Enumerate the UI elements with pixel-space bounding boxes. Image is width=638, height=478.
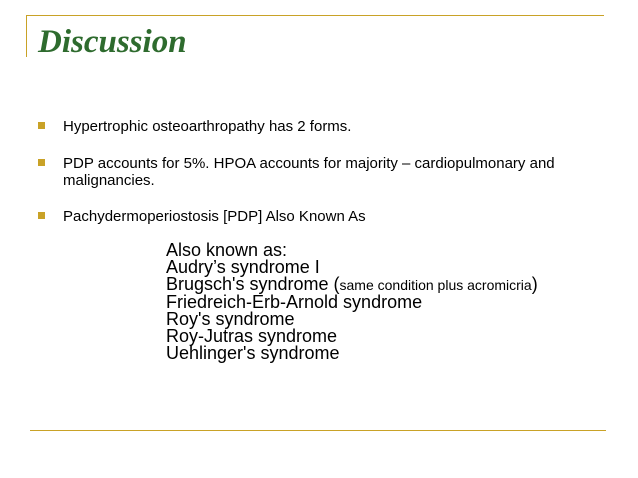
slide-title: Discussion <box>38 24 187 60</box>
aka-heading: Also known as: <box>166 240 288 260</box>
aka-brugsch-name: Brugsch's syndrome ( <box>166 274 340 294</box>
left-divider <box>26 15 27 57</box>
bullet-text: Hypertrophic osteoarthropathy has 2 forms. <box>63 118 352 135</box>
bottom-divider <box>30 430 606 431</box>
aka-roys: Roy's syndrome <box>166 309 295 329</box>
bullet-text: Pachydermoperiostosis [PDP] Also Known As <box>63 208 366 225</box>
square-bullet-icon <box>38 212 45 219</box>
aka-brugsch-close: ) <box>531 274 538 294</box>
bullet-text: PDP accounts for 5%. HPOA accounts for majority – cardiopulmonary and malignancies. <box>63 155 555 189</box>
aka-friedreich: Friedreich-Erb-Arnold syndrome <box>166 292 423 312</box>
aka-uehlinger: Uehlinger's syndrome <box>166 343 340 363</box>
aka-roy-jutras: Roy-Jutras syndrome <box>166 326 338 346</box>
square-bullet-icon <box>38 122 45 129</box>
aka-audry: Audry’s syndrome I <box>166 257 320 277</box>
aka-brugsch-note: same condition plus acromicria <box>339 277 532 293</box>
top-divider <box>26 15 604 16</box>
also-known-as-block <box>166 242 606 362</box>
square-bullet-icon <box>38 159 45 166</box>
